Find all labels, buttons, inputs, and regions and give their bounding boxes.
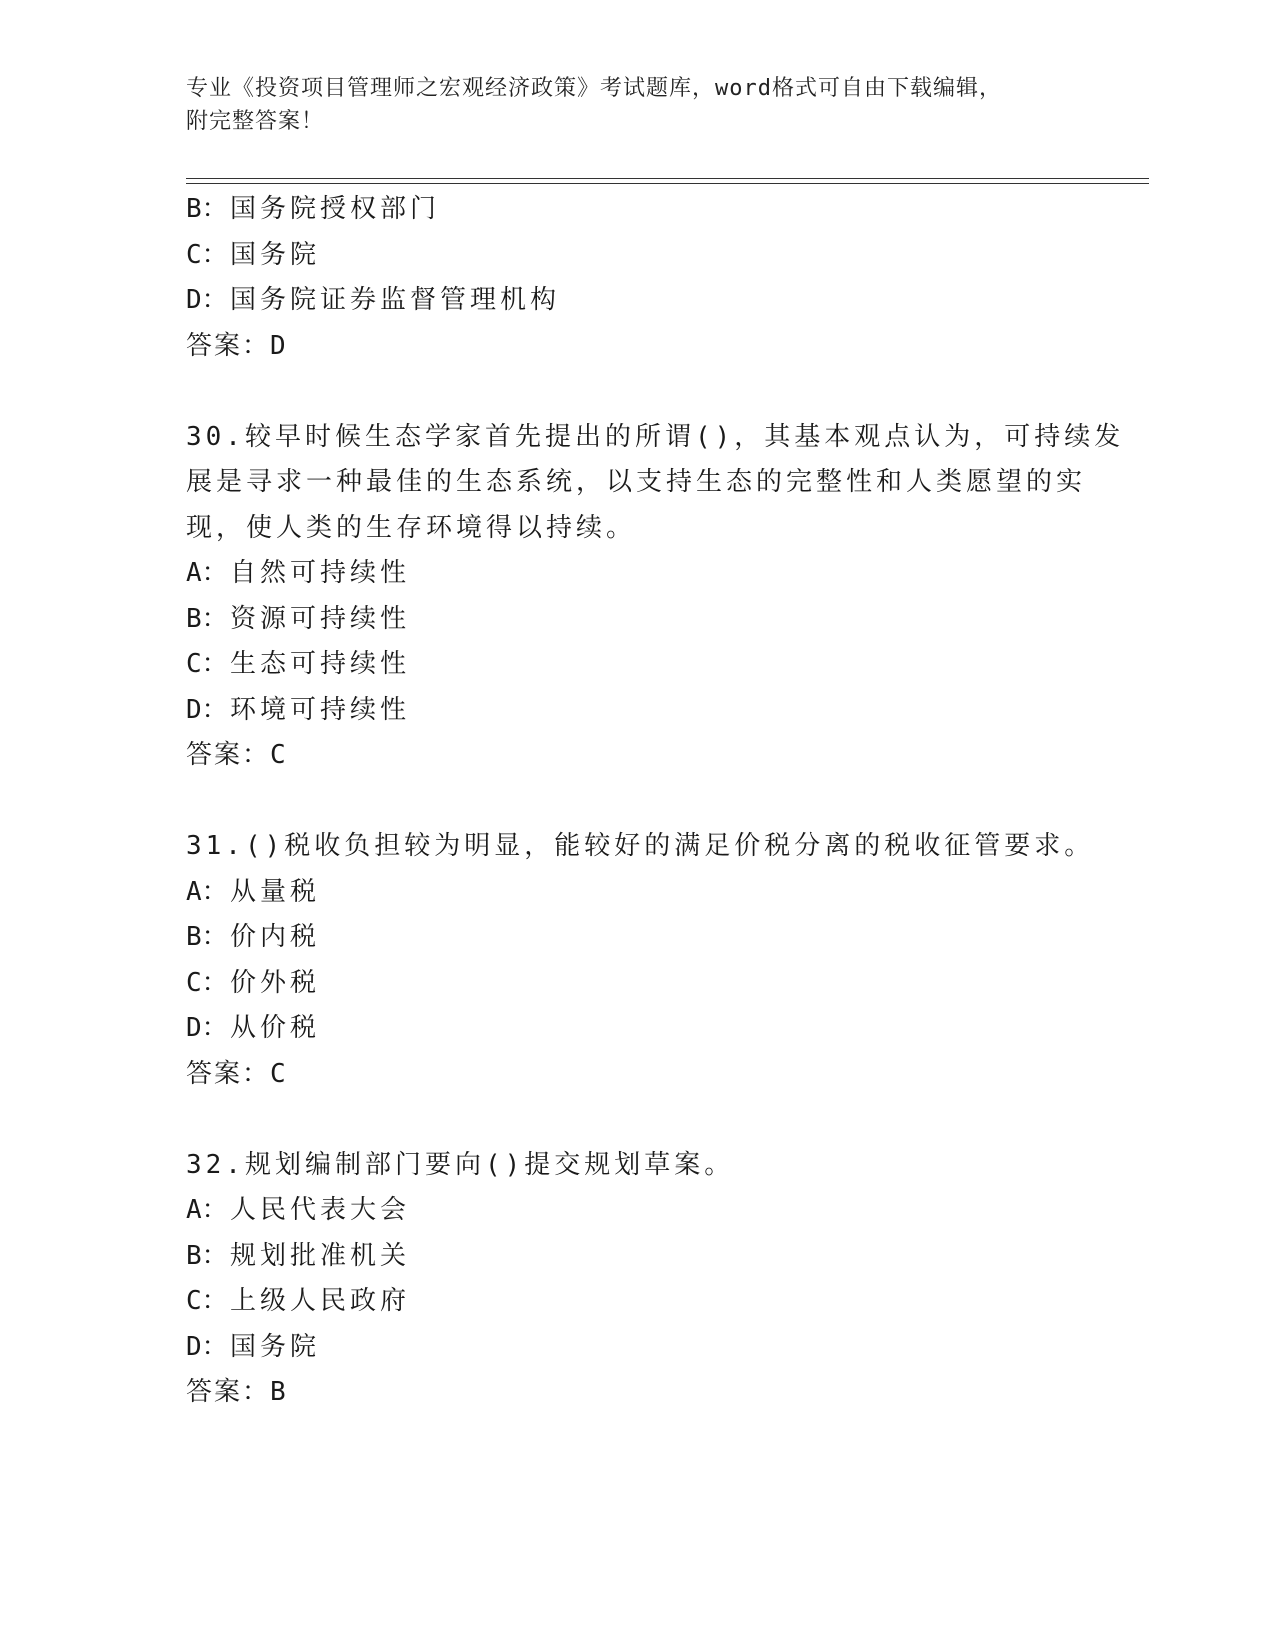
option-text: 环境可持续性 [230, 694, 411, 725]
header-line-1: 专业《投资项目管理师之宏观经济政策》考试题库，word格式可自由下载编辑， [186, 76, 1002, 101]
option-text: 价内税 [230, 922, 321, 952]
option-text: 自然可持续性 [230, 558, 411, 588]
option-key: B： [186, 603, 228, 634]
question-content [186, 187, 1125, 1416]
option-row [186, 961, 1086, 1007]
answer-line: 答案：B [186, 1377, 288, 1407]
option-key: D： [186, 694, 228, 725]
option-row [186, 1325, 1086, 1371]
option-row [186, 551, 1086, 597]
option-key: C： [186, 649, 228, 679]
spacer [186, 779, 1086, 825]
option-row [186, 1188, 1086, 1234]
option-row [186, 597, 1086, 643]
question-stem-line: 31.()税收负担较为明显，能较好的满足价税分离的税收征管要求。 [186, 831, 1095, 861]
option-row [186, 187, 1086, 233]
option-text: 国务院 [230, 1331, 321, 1362]
option-key: C： [186, 967, 228, 998]
spacer [186, 1097, 1086, 1143]
question-stem-line: 32.规划编制部门要向()提交规划草案。 [186, 1149, 735, 1180]
option-row [186, 233, 1086, 279]
option-key: D： [186, 1013, 228, 1043]
option-text: 从量税 [230, 876, 321, 907]
spacer [186, 369, 1086, 415]
question-stem-line: 30.较早时候生态学家首先提出的所谓()，其基本观点认为，可持续发 [186, 421, 1125, 452]
option-text: 价外税 [230, 967, 321, 998]
option-text: 资源可持续性 [230, 603, 411, 634]
option-text: 规划批准机关 [230, 1240, 411, 1271]
option-row [186, 1006, 1086, 1052]
option-row [186, 1234, 1086, 1280]
option-row [186, 688, 1086, 734]
answer-line: 答案：C [186, 740, 288, 770]
option-row [186, 1279, 1086, 1325]
option-row [186, 870, 1086, 916]
document-header [186, 72, 1066, 138]
option-text: 从价税 [230, 1013, 321, 1043]
option-key: A： [186, 558, 228, 588]
option-text: 人民代表大会 [230, 1195, 411, 1225]
answer-line: 答案：D [186, 330, 288, 361]
option-row [186, 642, 1086, 688]
option-key: A： [186, 1195, 228, 1225]
header-divider-top [186, 178, 1149, 179]
option-row [186, 278, 1086, 324]
option-row [186, 915, 1086, 961]
option-key: B： [186, 1240, 228, 1271]
option-key: D： [186, 285, 228, 315]
header-divider-bottom [186, 183, 1149, 184]
option-text: 上级人民政府 [230, 1286, 411, 1316]
question-block [186, 824, 1095, 1097]
question-stem-line: 展是寻求一种最佳的生态系统，以支持生态的完整性和人类愿望的实 [186, 467, 1087, 497]
option-text: 国务院证券监督管理机构 [230, 285, 561, 315]
question-block [186, 1143, 1086, 1416]
option-key: D： [186, 1331, 228, 1362]
question-stem-line: 现，使人类的生存环境得以持续。 [186, 512, 637, 543]
option-key: A： [186, 876, 228, 907]
option-key: B： [186, 922, 228, 952]
option-key: B： [186, 194, 228, 224]
option-key: C： [186, 1286, 228, 1316]
option-text: 国务院 [230, 239, 321, 270]
option-text: 生态可持续性 [230, 649, 411, 679]
option-text: 国务院授权部门 [230, 194, 441, 224]
option-key: C： [186, 239, 228, 270]
answer-line: 答案：C [186, 1058, 288, 1089]
question-block [186, 415, 1125, 779]
carryover-block [186, 187, 1086, 369]
header-line-2: 附完整答案！ [186, 109, 325, 134]
